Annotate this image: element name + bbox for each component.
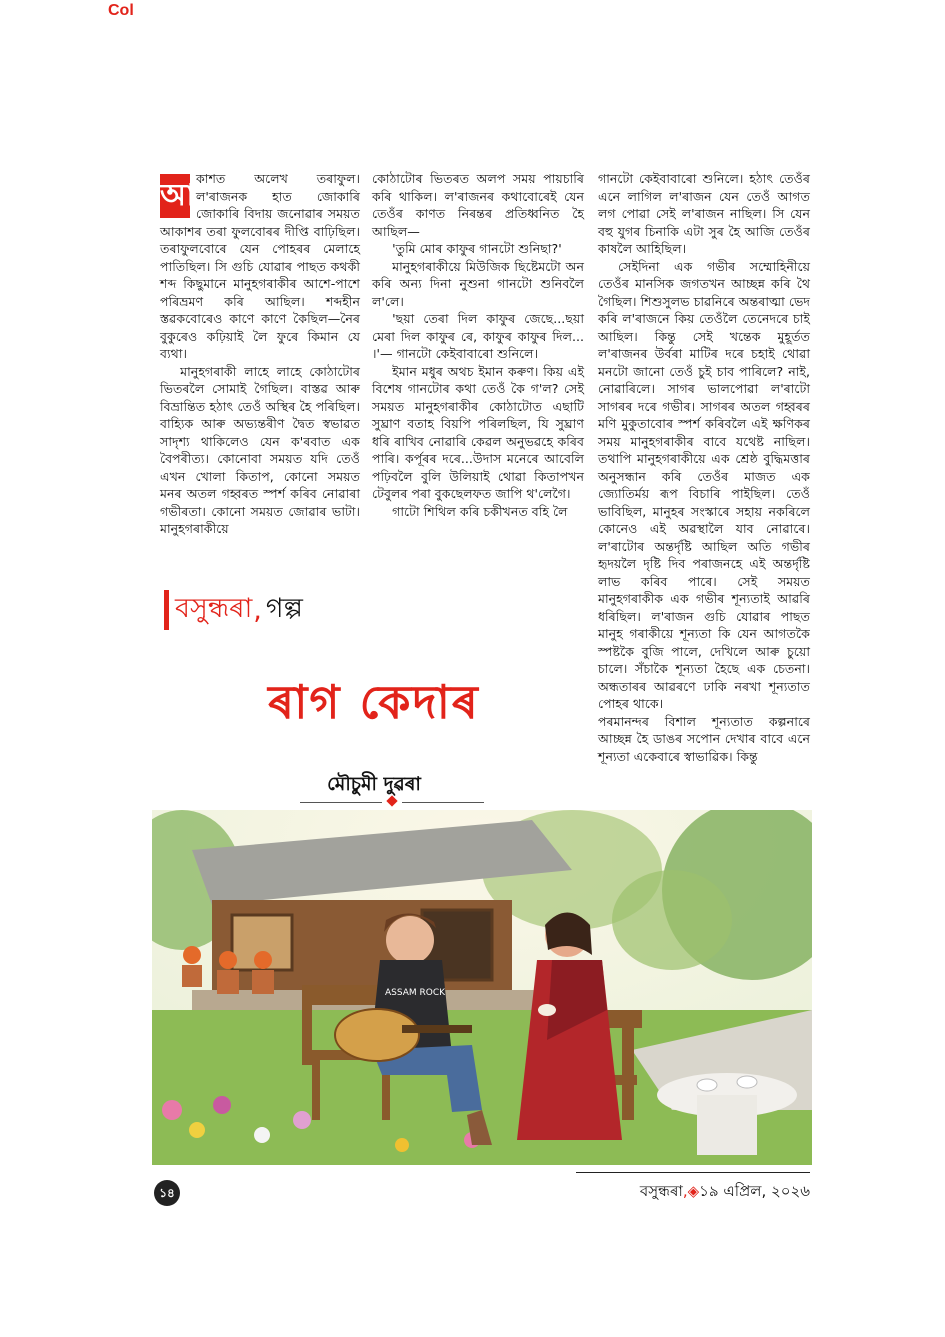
paragraph: মানুহগৰাকীয়ে মিউজিক ছিষ্টেমটো অন কৰি অন্য দিনা নুশুনা গানটো শুনিবলৈ ল'লে। bbox=[372, 258, 584, 309]
paragraph: কাশত অলেখ তৰাফুল। ল'ৰাজনক হাত জোকাৰি জোকাৰি বিদায় জনোৱাৰ সময়ত আকাশৰ তৰা ফুলবোৰৰ দীপ্তি বাঢ়িছিল। তৰাফুলবোৰে যেন পোহৰৰ মেলাহে পাতিছিল। সি গুচি যোৱাৰ পাছত কথকী শব্দ কিছুমানে মানুহগৰাকীৰ আশে-পাশে পৰিভ্ৰমণ কৰি আছিল। শব্দহীন স্তৱকবোৰেও কাণে কাণে কৈছিল—নৈৰ বুকুৰেও কঢ়িয়াই লৈ ফুৰে কিমান যে ব্যথা। bbox=[160, 171, 360, 361]
paragraph: কোঠাটোৰ ভিতৰত অলপ সময় পায়চাৰি কৰি থাকিল। ল'ৰাজনৰ কথাবোৰেই যেন তেওঁৰ কাণত নিৰন্তৰ প্ৰতিধ্বনিত হৈ আছিল— bbox=[372, 171, 584, 239]
kicker-bar bbox=[164, 590, 169, 630]
kicker-magazine: বসুন্ধৰা bbox=[175, 592, 253, 624]
paragraph: পৰমানন্দৰ বিশাল শূন্যতাত কল্পনাৰে আচ্ছন্ন হৈ ডাঙৰ সপোন দেখাৰ বাবে এনে শূন্যতা একেবাৰে স্বাভাৱিক। কিন্তু bbox=[598, 713, 810, 764]
tshirt-text: ASSAM ROCK bbox=[385, 988, 446, 998]
paragraph: 'ছয়া তেৰা দিল কাফুৰ জেছে...ছয়া মেৰা দিল কাফুৰ ৰে, কাফুৰ কাফুৰ দিল... ।'— গানটো কেইবাবাৰো শুনিলে। bbox=[372, 311, 584, 361]
article-column-2 bbox=[372, 170, 584, 520]
drop-cap: আ bbox=[160, 174, 190, 218]
article-column-1 bbox=[160, 170, 360, 538]
story-illustration bbox=[152, 810, 812, 1165]
article-column-3 bbox=[598, 170, 810, 765]
corner-label: Col bbox=[108, 2, 134, 19]
footer-diamond-icon: ◈ bbox=[687, 1182, 700, 1200]
footer-rule bbox=[576, 1172, 810, 1173]
paragraph: 'তুমি মোৰ কাফুৰ গানটো শুনিছা?' bbox=[392, 241, 562, 256]
paragraph: সেইদিনা এক গভীৰ সম্মোহিনীয়ে তেওঁৰ মানসিক জগতখন আচ্ছন্ন কৰি থৈ গৈছিল। শিশুসুলভ চাৱনিৰে অন্তৰাত্মা ভেদ কৰি ল'ৰাজনে কিয় তেওঁলৈ তেনেদৰে চাই আছিল। কিন্তু সেই খন্তেক মুহূৰ্তত ল'ৰাজনৰ উৰ্বৰা মাটিৰ দৰে চহাই থোৱা মনটো জানো তেওঁ চুই চাব পাৰিলে? নাই, নোৱাৰিলে। সাগৰ ভালপোৱা ল'ৰাটো সাগৰৰ দৰে গভীৰ। সাগৰৰ অতল গহ্বৰৰ মণি মুকুতাবোৰ স্পৰ্শ কৰিবলৈ এই ক্ষণিকৰ সময় মানুহগৰাকীৰ বাবে যথেষ্ট নাছিল। তথাপি মানুহগৰাকীয়ে এক শ্ৰেষ্ঠ বুদ্ধিমত্তাৰ অনুসন্ধান কৰি তেওঁৰ মাজত এক জ্যোতিৰ্ময় ৰূপ বিচাৰি পাইছিল। তেওঁ ভাবিছিল, মানুহৰ সংস্কাৰে সহায় নকৰিলে কোনেও এই অৱস্থালৈ যাব নোৱাৰে। ল'ৰাটোৰ অন্তৰ্দৃষ্টি আছিল অতি গভীৰ হৃদয়লৈ দৃষ্টি দিব পৰাজনহে এই অন্তৰ্দৃষ্টি লাভ কৰিব পাৰে। সেই সময়ত মানুহগৰাকীক এক গভীৰ শূন্যতাই আৱৰি ধৰিছিল। ল'ৰাজন গুচি যোৱাৰ পাছত মানুহ গৰাকীয়ে শূন্যতা কি যেন আগতকৈ স্পষ্টকৈ বুজি পালে, দেখিলে আৰু চুয়ো চালে। সঁচাকৈ শূন্যতা হৈছে এক চেতনা। অন্ধতাৰৰ আৱৰণে ঢাকি নৰখা শূন্যতাত পোহৰ থাকে। bbox=[598, 258, 810, 711]
footer-issue bbox=[560, 1180, 810, 1205]
footer-magazine: বসুন্ধৰা bbox=[639, 1182, 683, 1200]
author-name: মৌচুমী দুৱৰা bbox=[327, 773, 421, 795]
section-kicker bbox=[164, 590, 303, 630]
ornament-line-left bbox=[300, 802, 382, 803]
paragraph: গানটো কেইবাবাৰো শুনিলে। হঠাৎ তেওঁৰ এনে লাগিল ল'ৰাজন যেন তেওঁ আগত লগ পোৱা সেই ল'ৰাজন নাছিল। সি যেন বহু যুগৰ চিনাকি এটা সুৰ হৈ আজি তেওঁৰ কাষলৈ আহিছিল। bbox=[598, 171, 810, 256]
kicker-separator: , bbox=[253, 594, 262, 626]
paragraph: গাটো শিথিল কৰি চকীখনত বহি লৈ bbox=[392, 503, 568, 519]
illustration-svg bbox=[152, 810, 812, 1165]
page-number: ১৪ bbox=[154, 1180, 180, 1206]
story-title: ৰাগ কেদাৰ bbox=[268, 675, 480, 729]
footer-separator: , bbox=[682, 1182, 688, 1200]
footer-date: ১৯ এপ্ৰিল, ২০২৬ bbox=[699, 1182, 810, 1200]
ornament-line-right bbox=[402, 802, 484, 803]
paragraph: ইমান মধুৰ অথচ ইমান কৰুণ। কিয় এই বিশেষ গানটোৰ কথা তেওঁ কৈ গ'ল? সেই সময়ত মানুহগৰাকীৰ কোঠাটোত এছাটি সুঘ্ৰাণ বতাহ বিয়পি পৰিলছিল, যি সুঘ্ৰাণ ধৰি ৰাখিব নোৱাৰি কেৱল অনুভৱহে কৰিব পাৰি। কৰ্পূৰৰ দৰে...উদাস মনেৰে আবেলি পঢ়িবলৈ বুলি উলিয়াই থোৱা কিতাপখন টেবুলৰ পৰা বুকছেলফত জাপি থ'লেগৈ। bbox=[372, 363, 584, 501]
kicker-category: গল্প bbox=[265, 592, 303, 624]
paragraph: মানুহগৰাকী লাহে লাহে কোঠাটোৰ ভিতৰলৈ সোমাই গৈছিল। বাস্তৱ আৰু বিভ্ৰান্তিত হঠাৎ তেওঁ অস্থিৰ হৈ পৰিছিল। বাহ্যিক আৰু অভ্যন্তৰীণ দ্বৈত স্বভাৱত সাদৃশ্য থাকিলেও যেন ক'ৰবাত এক বৈপৰীত্য। কোনোবা সময়ত যদি তেওঁ এখন খোলা কিতাপ, কোনো সময়ত মনৰ অতল গহ্বৰত স্পৰ্শ কৰিব নোৱাৰা গভীৰতা। কোনো সময়ত জোৱাৰ ভাটা। মানুহগৰাকীয়ে bbox=[160, 363, 360, 536]
